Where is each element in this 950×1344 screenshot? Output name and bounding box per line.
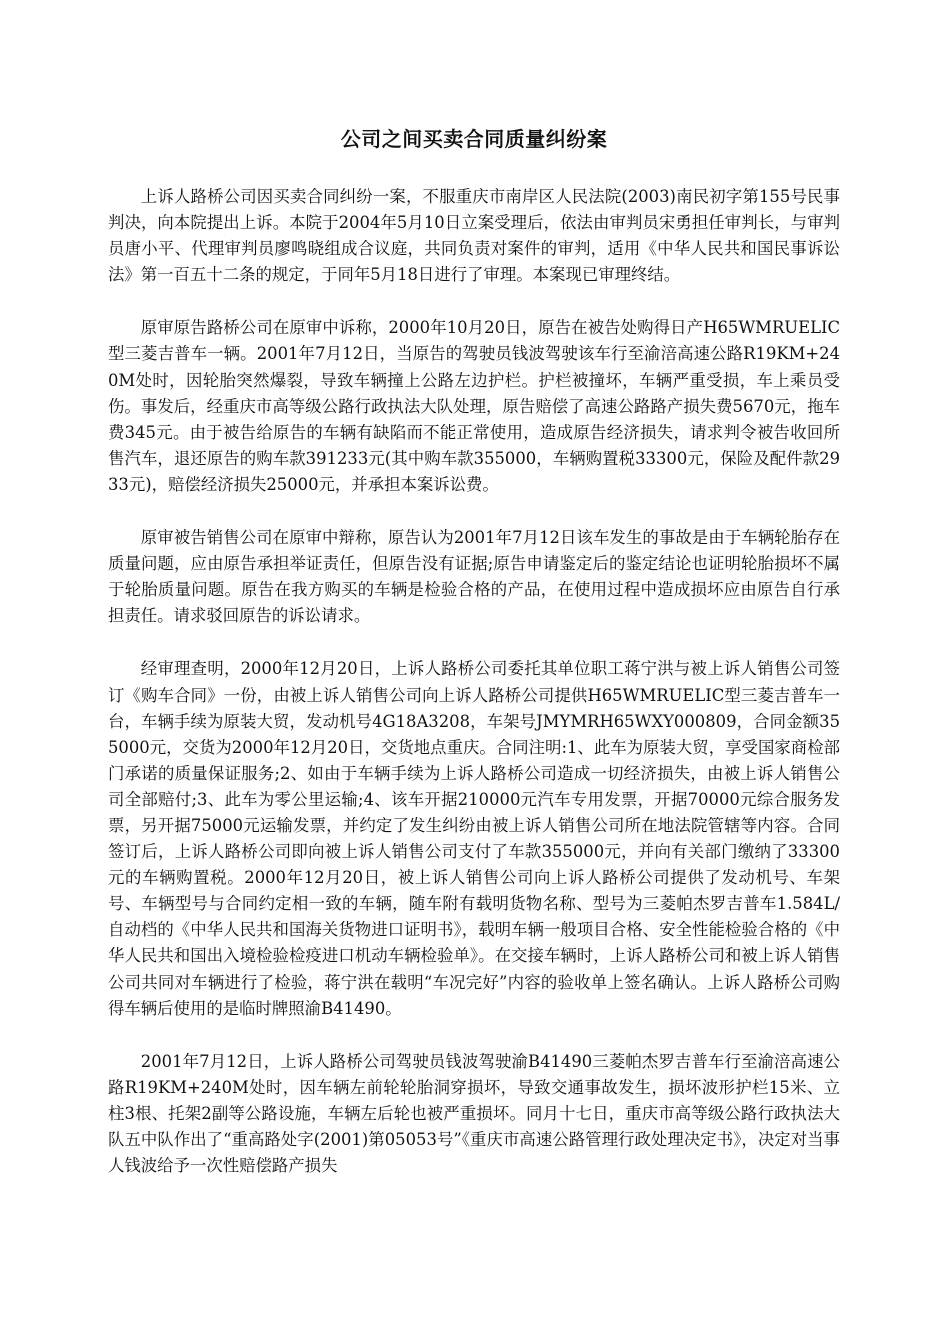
paragraph-appeal-intro: 上诉人路桥公司因买卖合同纠纷一案，不服重庆市南岸区人民法院(2003)南民初字第155号民事判决，向本院提出上诉。本院于2004年5月10日立案受理后，依法由审判员宋勇担任审判长，与审判员唐小平、代理审判员廖鸣晓组成合议庭，共同负责对案件的审判，适用《中华人民共和国民事诉讼法》第一百五十二条的规定，于同年5月18日进行了审理。本案现已审理终结。: [108, 187, 840, 285]
paragraph-accident: 2001年7月12日，上诉人路桥公司驾驶员钱波驾驶渝B41490三菱帕杰罗吉普车行至渝涪高速公路R19KM+240M处时，因车辆左前轮轮胎洞穿损坏，导致交通事故发生，损坏波形护栏15米、立柱3根、托架2副等公路设施，车辆左后轮也被严重损坏。同月十七日，重庆市高等级公路行政执法大队五中队作出了“重高路处字(2001)第05053号”《重庆市高速公路管理行政处理决定书》，决定对当事人钱波给予一次性赔偿路产损失: [108, 1051, 840, 1176]
paragraph-defendant-defense: 原审被告销售公司在原审中辩称，原告认为2001年7月12日该车发生的事故是由于车辆轮胎存在质量问题，应由原告承担举证责任，但原告没有证据;原告申请鉴定后的鉴定结论也证明轮胎损坏不属于轮胎质量问题。原告在我方购买的车辆是检验合格的产品，在使用过程中造成损坏应由原告自行承担责任。请求驳回原告的诉讼请求。: [108, 528, 840, 626]
paragraph-facts-found: 经审理查明，2000年12月20日，上诉人路桥公司委托其单位职工蒋宁洪与被上诉人销售公司签订《购车合同》一份，由被上诉人销售公司向上诉人路桥公司提供H65WMRUELIC型三菱吉普车一台，车辆手续为原装大贸，发动机号4G18A3208，车架号JMYMRH65WXY000809，合同金额355000元，交货为2000年12月20日，交货地点重庆。合同注明:1、此车为原装大贸，享受国家商检部门承诺的质量保证服务;2、如由于车辆手续为上诉人路桥公司造成一切经济损失，由被上诉人销售公司全部赔付;3、此车为零公里运输;4、该车开据210000元汽车专用发票，开据70000元综合服务发票，另开据75000元运输发票，并约定了发生纠纷由被上诉人销售公司所在地法院管辖等内容。合同签订后，上诉人路桥公司即向被上诉人销售公司支付了车款355000元，并向有关部门缴纳了33300元的车辆购置税。2000年12月20日，被上诉人销售公司向上诉人路桥公司提供了发动机号、车架号、车辆型号与合同约定相一致的车辆，随车附有载明货物名称、型号为三菱帕杰罗吉普车1.584L/自动档的《中华人民共和国海关货物进口证明书》，载明车辆一般项目合格、安全性能检验合格的《中华人民共和国出入境检验检疫进口机动车辆检验单》。在交接车辆时，上诉人路桥公司和被上诉人销售公司共同对车辆进行了检验，蒋宁洪在载明“车况完好”内容的验收单上签名确认。上诉人路桥公司购得车辆后使用的是临时牌照渝B41490。: [108, 659, 840, 1018]
paragraph-plaintiff-claim: 原审原告路桥公司在原审中诉称，2000年10月20日，原告在被告处购得日产H65WMRUELIC型三菱吉普车一辆。2001年7月12日，当原告的驾驶员钱波驾驶该车行至渝涪高速公路R19KM+240M处时，因轮胎突然爆裂，导致车辆撞上公路左边护栏。护栏被撞坏，车辆严重受损，车上乘员受伤。事发后，经重庆市高等级公路行政执法大队处理，原告赔偿了高速公路路产损失费5670元，拖车费345元。由于被告给原告的车辆有缺陷而不能正常使用，造成原告经济损失，请求判令被告收回所售汽车，退还原告的购车款391233元(其中购车款355000，车辆购置税33300元，保险及配件款2933元)，赔偿经济损失25000元，并承担本案诉讼费。: [108, 318, 840, 494]
document-title: 公司之间买卖合同质量纠纷案: [340, 127, 608, 151]
